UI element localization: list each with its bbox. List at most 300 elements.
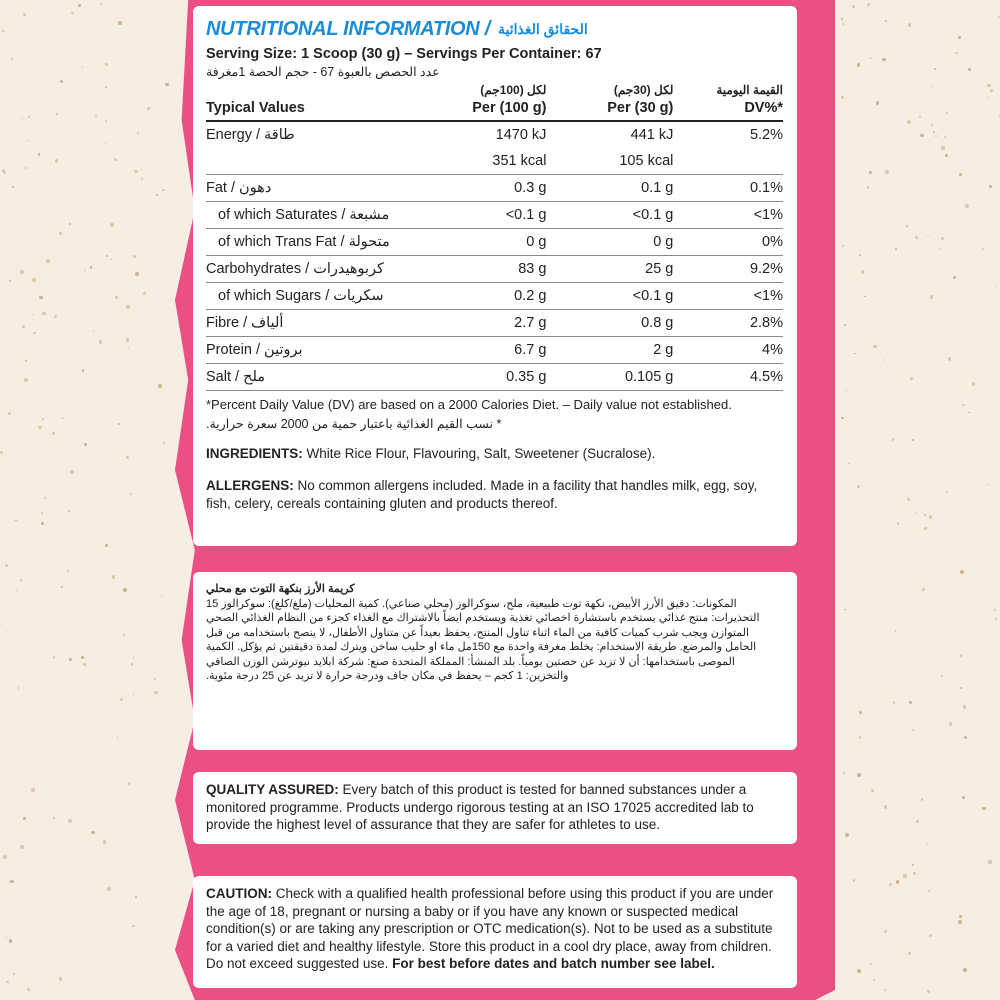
arabic-line: المتوازن ويجب شرب كميات كافية من الماء اثناء تناول المنتج، يحفظ بعيداً عن متناول الأطفال، لا ينصح باستخدامه من قبل [206, 626, 749, 639]
speckle [854, 353, 855, 354]
value-per-100g: 2.7 g [514, 315, 547, 331]
speckle [885, 170, 889, 174]
speckle [128, 348, 129, 349]
arabic-line: الحامل والمرضع. طريقة الاستخدام: يخلط مغرفة واحدة مع 150مل ماء او حليب ساخن ويترك لمدة دقيقتين ثم يؤكل. الكمية [206, 641, 757, 653]
speckle [958, 920, 962, 924]
allergens-text: No common allergens included. Made in a facility that handles milk, egg, soy, fish, celery, cereals containing gluten and products thereof. [206, 478, 758, 511]
value-per-30g: <0.1 g [632, 207, 674, 223]
speckle [141, 169, 142, 170]
nutrient-label: of which Trans Fat / متحولة [218, 234, 390, 250]
speckle [892, 438, 894, 440]
speckle [91, 677, 92, 678]
value-dv: 4.5% [749, 369, 783, 385]
speckle [61, 586, 63, 588]
speckle [959, 218, 960, 219]
speckle [5, 564, 8, 567]
value-dv: 4% [762, 342, 783, 358]
value-per-100g: 351 kcal [492, 153, 547, 169]
speckle [53, 817, 55, 819]
caution-text: Check with a qualified health professional before using this product if you are under the age of 18, pregnant or nursing a baby or if you have any known or suspected medical condition(s) or are taking any prescription or OTC medication(s). Not to be used as a substitute for a varied diet and healthy lifestyle. Store this product in a cool dry place, away from children. Do not exceed suggested use. [206, 886, 774, 971]
speckle [10, 880, 14, 884]
speckle [2, 30, 4, 32]
speckle [133, 693, 135, 695]
speckle [41, 512, 43, 514]
table-row [206, 121, 783, 148]
speckle [931, 85, 932, 86]
speckle [23, 13, 26, 16]
speckle [841, 96, 844, 99]
speckle [52, 432, 55, 435]
speckle [15, 520, 17, 522]
speckle [895, 248, 897, 250]
arabic-text-block [206, 582, 783, 684]
speckle [163, 442, 165, 444]
value-dv [673, 148, 783, 175]
speckle [873, 345, 876, 348]
speckle [929, 934, 932, 937]
speckle [124, 851, 125, 852]
speckle [884, 989, 886, 991]
speckle [81, 656, 84, 659]
speckle [882, 58, 885, 61]
speckle [135, 272, 139, 276]
table-row [206, 364, 783, 391]
nutrition-title-en: NUTRITIONAL INFORMATION / [206, 17, 490, 40]
speckle [848, 463, 849, 464]
speckle [32, 314, 33, 315]
value-per-30g: 441 kJ [630, 127, 674, 143]
speckle [960, 654, 963, 657]
speckle [0, 451, 3, 454]
speckle [105, 544, 107, 546]
speckle [927, 235, 929, 237]
speckle [147, 107, 149, 109]
speckle [90, 266, 92, 268]
speckle [968, 931, 970, 933]
speckle [42, 418, 44, 420]
speckle [859, 254, 861, 256]
nutrient-label: of which Sugars / سكريات [218, 288, 384, 304]
speckle [162, 189, 164, 191]
speckle [864, 296, 866, 298]
speckle [83, 294, 84, 295]
value-per-100g: 1470 kJ [495, 127, 547, 143]
speckle [117, 737, 119, 739]
speckle [857, 969, 861, 973]
speckle [31, 788, 35, 792]
speckle [928, 890, 930, 892]
speckle [883, 359, 884, 360]
speckle [990, 89, 993, 92]
speckle [39, 296, 42, 299]
arabic-product-name: كريمة الأرز بنكهة التوت مع محلي [206, 583, 355, 595]
speckle [924, 527, 927, 530]
speckle [38, 912, 39, 913]
speckle [955, 52, 957, 54]
speckle [871, 789, 874, 792]
value-per-30g: 2 g [653, 342, 674, 358]
speckle [907, 120, 911, 124]
table-row [206, 337, 783, 364]
speckle [841, 417, 844, 420]
speckle [38, 153, 41, 156]
speckle [134, 170, 137, 173]
speckle [906, 225, 908, 227]
speckle [133, 255, 136, 258]
speckle [988, 484, 989, 485]
speckle [165, 83, 168, 86]
speckle [3, 792, 4, 793]
speckle [67, 570, 69, 572]
table-row [206, 256, 783, 283]
speckle [944, 136, 946, 138]
speckle [857, 773, 860, 776]
arabic-line: الموصى باستخدامها: أن لا تزيد عن حصتين يومياً. بلد المنشأ: المملكة المتحدة صنع: شركة ابلايد نيوترشن الوزن الصافي [206, 655, 735, 668]
speckle [963, 705, 966, 708]
speckle [71, 12, 74, 15]
speckle [33, 332, 36, 335]
speckle [867, 186, 870, 189]
speckle [120, 698, 123, 701]
speckle [845, 833, 849, 837]
arabic-line: التحذيرات: منتج غذائي يستخدم باستشارة اخصائي تغذية ويستخدم ايضاً بالاشتراك مع الغذاء كجزء من النظام الغذائي الصحي [206, 612, 760, 624]
speckle [870, 57, 872, 59]
value-per-30g: 25 g [645, 261, 674, 277]
speckle [27, 988, 29, 990]
ingredients-label: INGREDIENTS: [206, 446, 303, 461]
speckle [852, 5, 855, 8]
speckle [6, 981, 9, 984]
speckle [842, 23, 844, 25]
speckle [922, 588, 925, 591]
ingredients [206, 445, 783, 463]
speckle [82, 369, 85, 372]
per-30g-header: لكل (30جم) Per (30 g) [607, 83, 674, 116]
speckle [56, 113, 58, 115]
speckle [133, 657, 134, 658]
speckle [25, 360, 27, 362]
speckle [870, 963, 872, 965]
speckle [920, 134, 924, 138]
value-per-100g: 0.35 g [506, 369, 547, 385]
value-per-100g: 0.2 g [514, 288, 547, 304]
speckle [105, 120, 107, 122]
speckle [857, 485, 861, 489]
speckle [941, 146, 945, 150]
table-row [206, 148, 783, 175]
speckle [126, 305, 130, 309]
speckle [59, 977, 62, 980]
table-row [206, 202, 783, 229]
speckle [916, 512, 917, 513]
speckle [972, 382, 975, 385]
speckle [959, 173, 962, 176]
speckle [931, 124, 933, 126]
speckle [968, 68, 970, 70]
speckle [910, 377, 913, 380]
speckle [924, 514, 926, 516]
speckle [909, 388, 910, 389]
value-dv: 0.1% [749, 180, 783, 196]
value-dv: 2.8% [749, 315, 783, 331]
speckle [940, 248, 942, 250]
speckle [90, 315, 91, 316]
table-row [206, 229, 783, 256]
speckle [929, 515, 932, 518]
speckle [91, 831, 95, 835]
speckle [987, 97, 989, 99]
speckle [919, 116, 921, 118]
speckle [853, 879, 856, 882]
speckle [9, 280, 11, 282]
speckle [11, 58, 13, 60]
value-dv: 9.2% [749, 261, 783, 277]
speckle [114, 158, 117, 161]
value-per-30g: <0.1 g [632, 288, 674, 304]
speckle [965, 204, 969, 208]
speckle [128, 782, 131, 785]
table-row [206, 283, 783, 310]
speckle [62, 417, 63, 418]
speckle [953, 276, 956, 279]
nutrient-label: Protein / بروتين [206, 342, 303, 358]
speckle [78, 4, 81, 7]
speckle [115, 296, 118, 299]
speckle [132, 925, 134, 927]
speckle [995, 618, 997, 620]
speckle [921, 798, 923, 800]
speckle [876, 101, 880, 105]
speckle [933, 131, 935, 133]
speckle [16, 590, 18, 592]
quality-label: QUALITY ASSURED: [206, 782, 339, 797]
dv-footnote-ar: * نسب القيم الغذائية باعتبار حمية من 2000 سعرة حرارية. [206, 417, 502, 431]
caution-text-block [206, 885, 783, 973]
speckle [118, 423, 120, 425]
speckle [54, 315, 57, 318]
speckle [123, 588, 127, 592]
speckle [909, 701, 912, 704]
speckle [38, 426, 42, 430]
speckle [23, 817, 26, 820]
value-per-30g: 0 g [653, 234, 674, 250]
speckle [895, 630, 896, 631]
speckle [99, 340, 103, 344]
nutrition-title-ar: الحقائق الغذائية [497, 20, 588, 37]
speckle [130, 493, 132, 495]
speckle [969, 90, 970, 91]
speckle [941, 237, 944, 240]
speckle [60, 80, 64, 84]
value-dv: <1% [753, 288, 783, 304]
speckle [909, 67, 910, 68]
speckle [28, 116, 30, 118]
speckle [960, 687, 963, 690]
speckle [869, 171, 872, 174]
speckle [68, 510, 70, 512]
speckle [82, 66, 83, 67]
speckle [93, 330, 94, 331]
quality-text-block [206, 781, 783, 834]
speckle [69, 658, 73, 662]
table-row [206, 310, 783, 337]
speckle [137, 132, 139, 134]
speckle [960, 570, 964, 574]
speckle [112, 575, 115, 578]
table-row [206, 175, 783, 202]
speckle [46, 259, 50, 263]
nutrition-table [206, 83, 783, 391]
speckle [42, 312, 46, 316]
nutrition-panel [193, 6, 797, 546]
speckle [32, 278, 36, 282]
speckle [9, 939, 13, 943]
caution-panel [193, 876, 797, 988]
nutrient-label: of which Saturates / مشبعة [218, 207, 390, 223]
speckle [158, 384, 162, 388]
speckle [948, 357, 951, 360]
speckle [935, 135, 937, 137]
speckle [907, 498, 910, 501]
speckle [964, 736, 967, 739]
speckle [55, 159, 59, 163]
speckle [994, 609, 996, 611]
value-dv: <1% [753, 207, 783, 223]
speckle [893, 701, 896, 704]
allergens-label: ALLERGENS: [206, 478, 294, 493]
speckle [912, 439, 914, 441]
speckle [95, 115, 97, 117]
speckle [910, 262, 911, 263]
speckle [8, 412, 11, 415]
nutrient-label [206, 148, 402, 175]
speckle [987, 84, 990, 87]
speckle [989, 185, 992, 188]
nutrient-label: Carbohydrates / كربوهيدرات [206, 261, 384, 277]
speckle [77, 757, 78, 758]
speckle [958, 36, 961, 39]
speckle [154, 678, 156, 680]
speckle [844, 609, 845, 610]
speckle [135, 896, 137, 898]
speckle [996, 286, 997, 287]
speckle [915, 236, 918, 239]
speckle [156, 194, 158, 196]
value-per-30g: 0.8 g [641, 315, 674, 331]
speckle [110, 259, 111, 260]
speckle [859, 711, 862, 714]
speckle [41, 522, 44, 525]
speckle [908, 952, 911, 955]
arabic-line: المكونات: دقيق الأرز الأبيض، نكهة توت طبيعية، ملح، سوكرالوز (محلي صناعي). كمية المحليات (ملغ/كلغ): سوكرالوز 15 [206, 597, 737, 610]
speckle [59, 232, 62, 235]
speckle [106, 255, 108, 257]
speckle [22, 325, 25, 328]
dv-header: القيمة اليومية DV%* [716, 83, 783, 116]
nutrient-label: Salt / ملح [206, 369, 266, 385]
value-per-100g: <0.1 g [505, 207, 547, 223]
allergens [206, 477, 783, 513]
speckle [68, 819, 72, 823]
typical-values-header: Typical Values [206, 100, 305, 116]
value-per-30g: 105 kcal [619, 153, 674, 169]
speckle [27, 140, 29, 142]
speckle [107, 887, 111, 891]
per-100g-header: لكل (100جم) Per (100 g) [472, 83, 547, 116]
speckle [123, 634, 125, 636]
speckle [18, 687, 20, 689]
speckle [25, 167, 27, 169]
value-per-100g: 0 g [526, 234, 547, 250]
speckle [982, 807, 985, 810]
speckle [118, 21, 122, 25]
nutrition-table-header [206, 83, 783, 121]
speckle [926, 844, 928, 846]
speckle [105, 63, 108, 66]
nutrient-label: Fat / دهون [206, 180, 272, 196]
value-per-100g: 0.3 g [514, 180, 547, 196]
speckle [3, 855, 7, 859]
speckle [934, 68, 936, 70]
speckle [945, 154, 948, 157]
speckle [946, 491, 947, 492]
speckle [857, 63, 860, 66]
caution-bold-end: For best before dates and batch number see label. [392, 956, 715, 971]
speckle [126, 456, 129, 459]
speckle [858, 300, 859, 301]
speckle [946, 112, 948, 114]
speckle [885, 20, 887, 22]
speckle [846, 389, 848, 391]
speckle [889, 883, 892, 886]
speckle [139, 194, 140, 195]
value-per-100g: 6.7 g [514, 342, 547, 358]
value-per-30g: 0.105 g [624, 369, 674, 385]
speckle [908, 23, 911, 26]
speckle [103, 840, 107, 844]
speckle [982, 248, 984, 250]
speckle [110, 223, 114, 227]
speckle [844, 324, 846, 326]
speckle [12, 186, 14, 188]
nutrient-label: Energy / طاقة [206, 127, 295, 143]
serving-info-ar: عدد الحصص بالعبوة 67 - حجم الحصة 1مغرفة [206, 65, 440, 79]
speckle [162, 756, 163, 757]
speckle [53, 656, 56, 659]
speckle [903, 874, 906, 877]
speckle [841, 18, 843, 20]
speckle [913, 872, 916, 875]
speckle [20, 845, 23, 848]
speckle [867, 3, 871, 7]
value-dv: 5.2% [749, 127, 783, 143]
speckle [842, 245, 843, 246]
speckle [912, 864, 914, 866]
speckle [897, 522, 900, 525]
speckle [873, 979, 875, 981]
speckle [44, 497, 47, 500]
speckle [84, 270, 86, 272]
speckle [962, 796, 965, 799]
speckle [884, 930, 887, 933]
nutrient-label: Fibre / ألياف [206, 315, 284, 331]
speckle [988, 860, 991, 863]
speckle [949, 722, 953, 726]
serving-info-en: Serving Size: 1 Scoop (30 g) – Servings Per Container: 67 [206, 46, 602, 62]
speckle [70, 470, 74, 474]
speckle [20, 579, 23, 582]
nutrition-title [206, 16, 783, 42]
